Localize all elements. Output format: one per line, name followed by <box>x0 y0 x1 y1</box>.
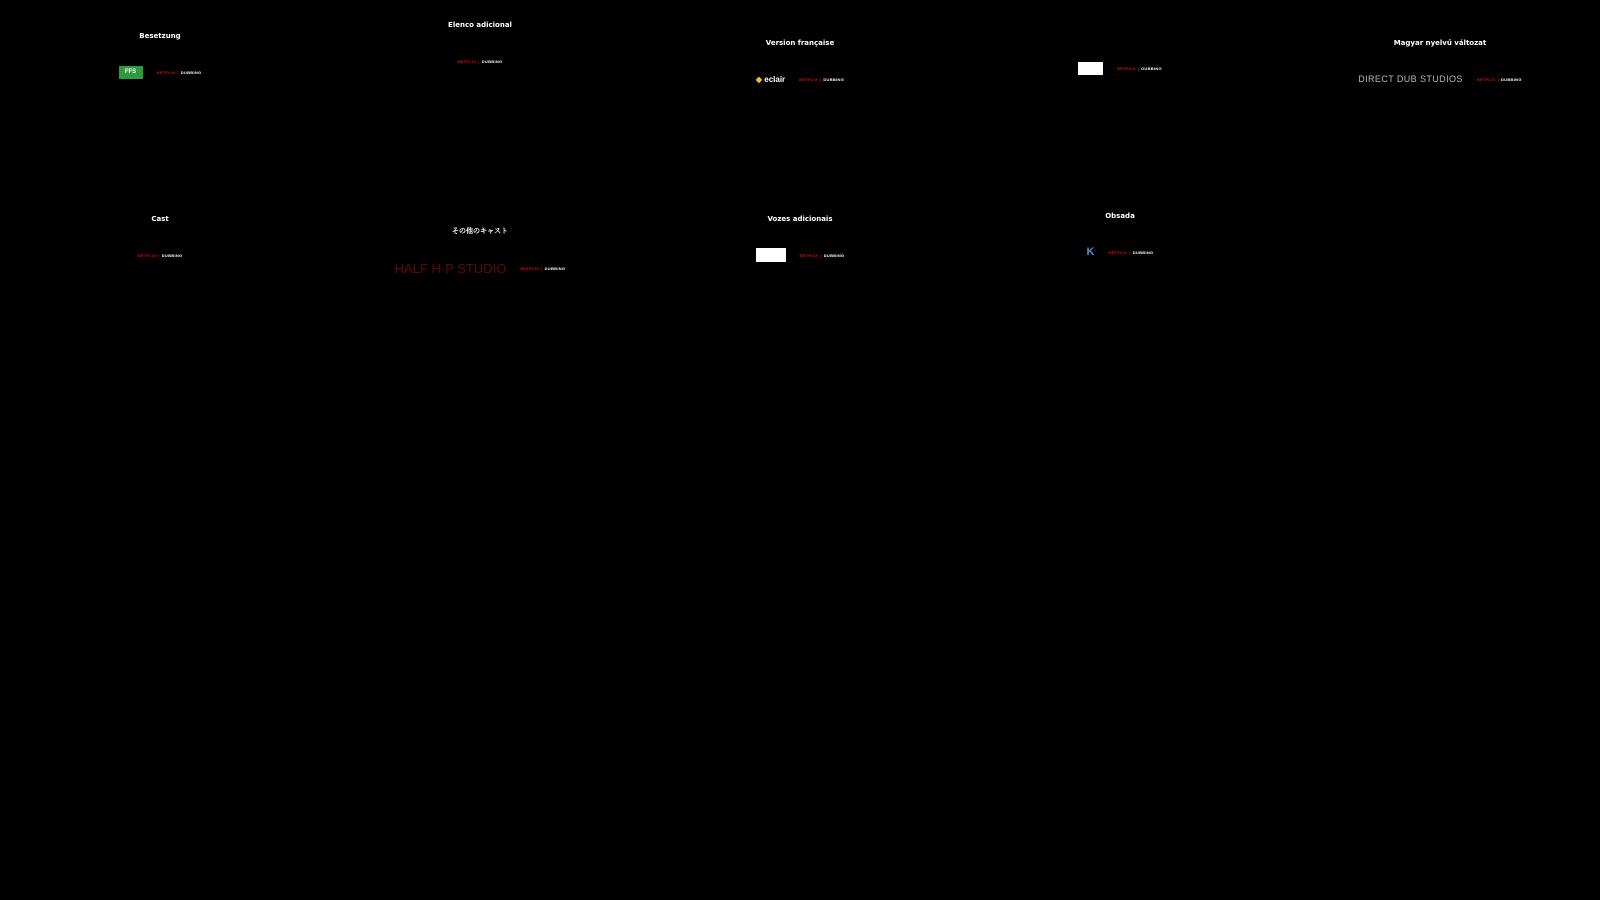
credit-footer <box>1087 244 1154 260</box>
eclair-logo <box>756 75 785 84</box>
card-title: Obsada <box>1105 212 1135 220</box>
card-title: Magyar nyelvű változat <box>1393 39 1487 47</box>
card-title: Cast <box>151 215 169 223</box>
diamond-icon: ◆ <box>755 74 763 84</box>
card-title: その他のキャスト <box>452 227 508 235</box>
netflix-dubbing-logo <box>138 253 183 258</box>
dubbing-wordmark: DUBBING <box>1141 65 1162 71</box>
studio-logo <box>1078 62 1103 75</box>
eclair-wordmark: eclair <box>764 74 786 84</box>
netflix-dubbing-logo <box>458 59 503 64</box>
card-title: Vozes adicionais <box>767 215 833 223</box>
logo-separator: | <box>478 58 480 64</box>
netflix-wordmark: NETFLIX <box>457 58 477 64</box>
netflix-dubbing-logo <box>799 77 844 82</box>
credit-footer <box>756 247 845 263</box>
logo-separator: | <box>177 69 179 75</box>
logo-separator: | <box>820 252 822 258</box>
credit-footer <box>395 260 566 276</box>
logo-separator: | <box>1497 76 1499 82</box>
credit-card-french <box>680 39 920 87</box>
netflix-dubbing-logo <box>1477 77 1522 82</box>
dubbing-wordmark: DUBBING <box>481 58 503 64</box>
dubbing-wordmark: DUBBING <box>823 252 845 258</box>
credit-card-english <box>40 215 280 263</box>
netflix-wordmark: NETFLIX <box>520 265 540 271</box>
credit-footer <box>756 71 844 87</box>
k-studio-logo: K <box>1086 246 1095 258</box>
logo-separator: | <box>1129 249 1131 255</box>
credit-footer <box>1078 60 1162 76</box>
card-title: Version française <box>765 39 835 47</box>
netflix-dubbing-logo <box>1108 250 1153 255</box>
credit-footer <box>458 53 503 69</box>
netflix-wordmark: NETFLIX <box>137 252 157 258</box>
logo-separator: | <box>819 76 822 82</box>
card-title: Besetzung <box>139 32 181 40</box>
logo-separator: | <box>1137 65 1140 71</box>
dubbing-wordmark: DUBBING <box>1132 249 1154 255</box>
logo-separator: | <box>541 265 543 271</box>
half-hp-studio-logo: HALF H·P STUDIO <box>394 260 507 276</box>
dubbing-wordmark: DUBBING <box>180 69 202 75</box>
dubbing-wordmark: DUBBING <box>161 252 183 258</box>
credit-card-polish <box>1000 212 1240 260</box>
card-title: Elenco adicional <box>448 21 512 29</box>
netflix-wordmark: NETFLIX <box>156 69 176 75</box>
netflix-wordmark: NETFLIX <box>799 76 818 82</box>
netflix-wordmark: NETFLIX <box>1476 76 1496 82</box>
direct-dub-studios-logo: DIRECT DUB STUDIOS <box>1358 74 1463 84</box>
credit-footer <box>1358 71 1522 87</box>
dubbing-wordmark: DUBBING <box>823 76 845 82</box>
netflix-dubbing-logo <box>157 70 202 75</box>
dubbing-wordmark: DUBBING <box>1500 76 1522 82</box>
logo-separator: | <box>158 252 160 258</box>
credit-card-portuguese <box>680 215 920 263</box>
netflix-dubbing-logo <box>1117 66 1162 71</box>
netflix-wordmark: NETFLIX <box>1117 65 1136 71</box>
netflix-dubbing-logo <box>520 266 565 271</box>
netflix-wordmark: NETFLIX <box>799 252 819 258</box>
credit-card-spanish <box>360 21 600 69</box>
dubbing-wordmark: DUBBING <box>544 265 566 271</box>
credit-card-german <box>40 32 280 80</box>
credit-footer <box>138 247 183 263</box>
credit-card-japanese <box>360 226 600 276</box>
netflix-wordmark: NETFLIX <box>1108 249 1128 255</box>
studio-logo <box>756 248 786 262</box>
credit-footer <box>119 64 202 80</box>
ffs-logo: FFS <box>119 66 143 79</box>
netflix-dubbing-logo <box>800 253 845 258</box>
credit-card-fourth <box>1000 36 1240 76</box>
credit-card-hungarian <box>1320 39 1560 87</box>
